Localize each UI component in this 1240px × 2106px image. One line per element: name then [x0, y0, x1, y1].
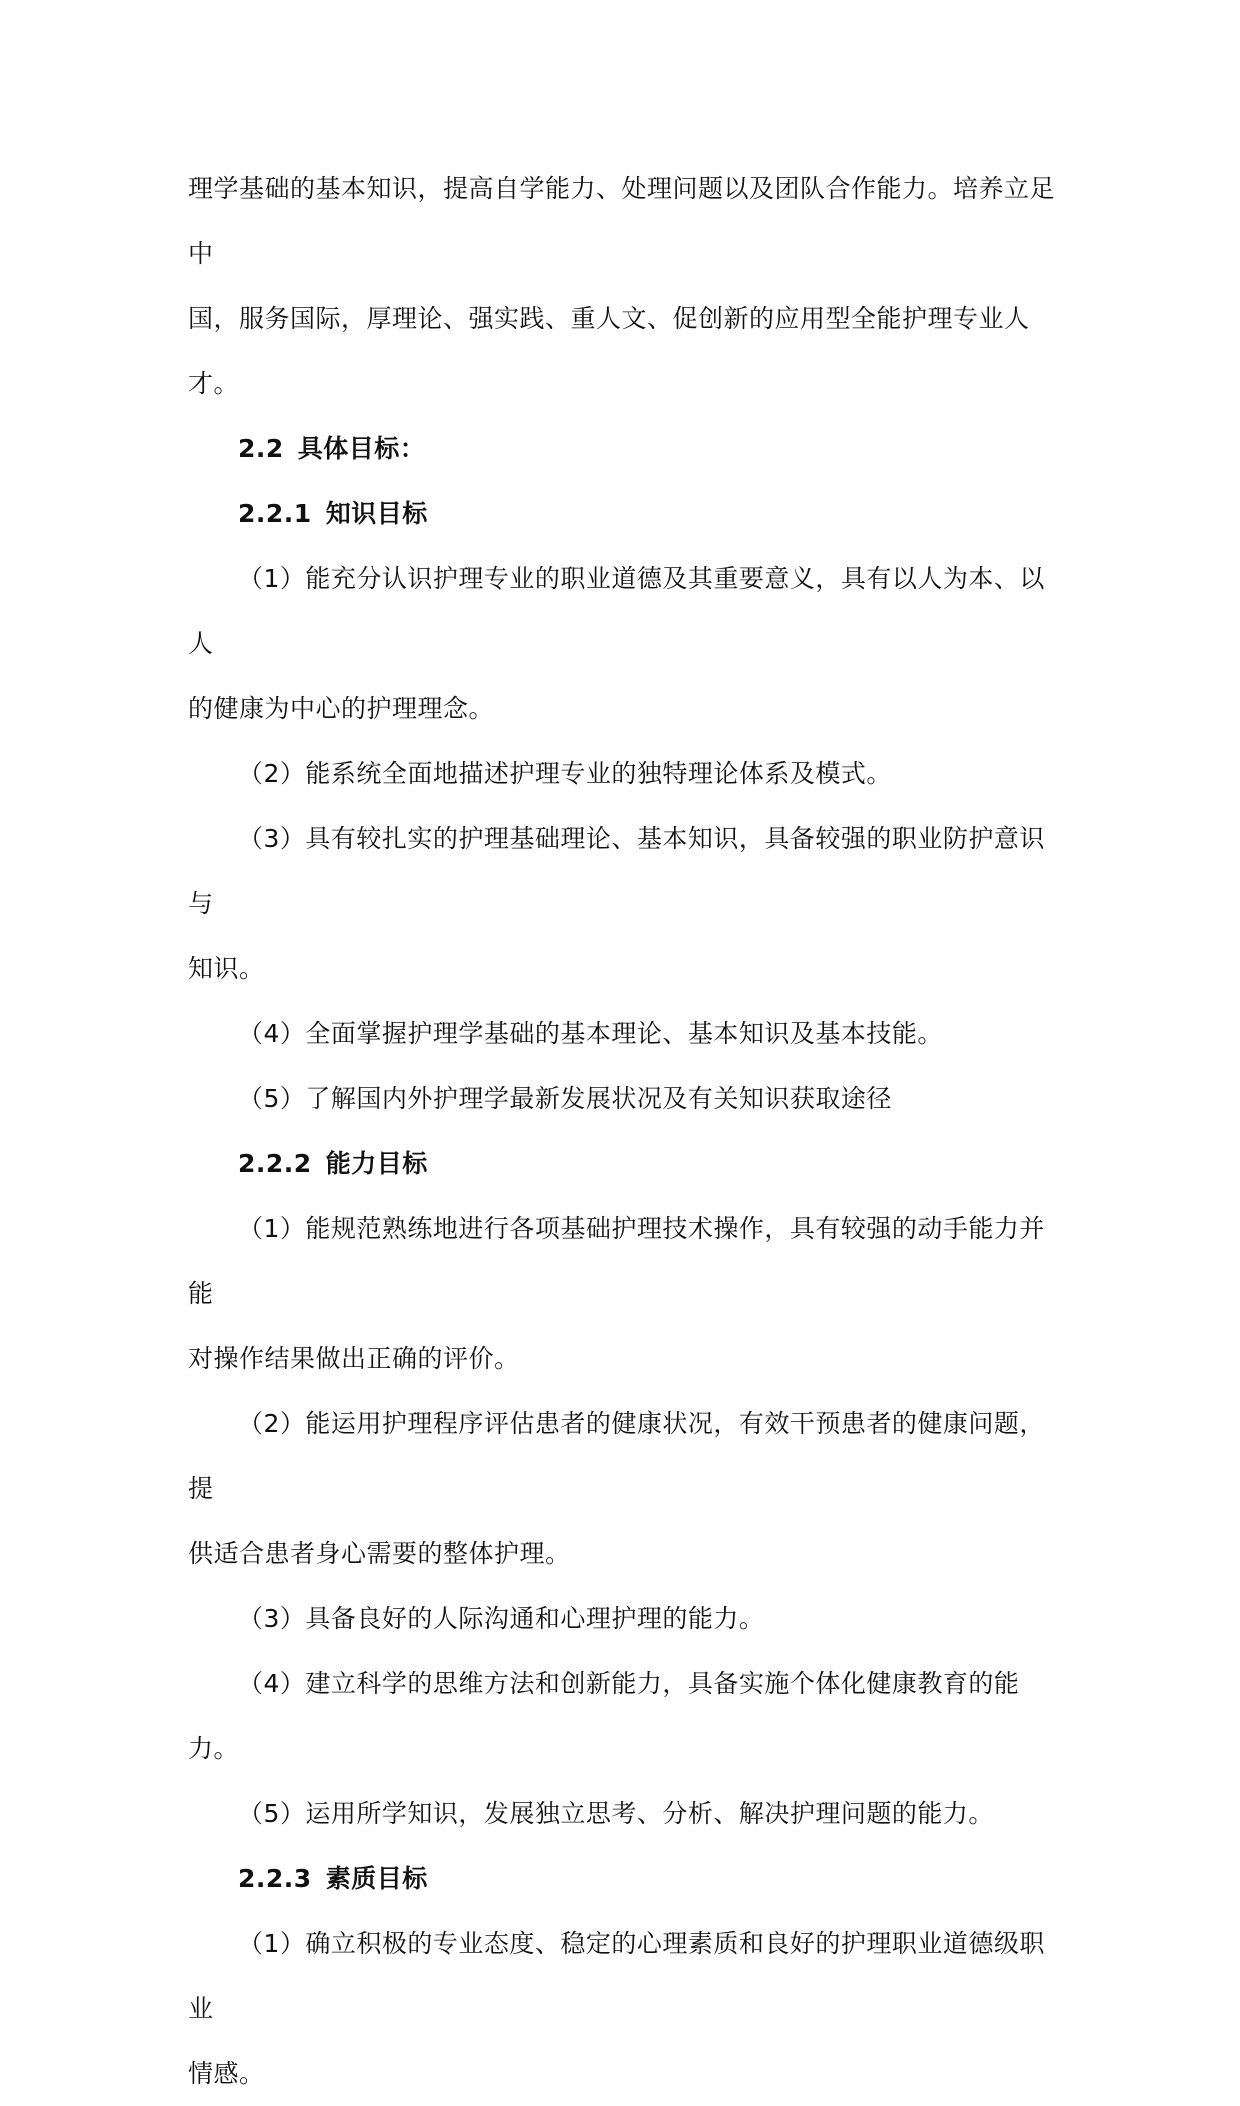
quality-item-1-line-1: （1）确立积极的专业态度、稳定的心理素质和良好的护理职业道德级职业: [188, 1929, 1045, 2023]
heading-title: 能力目标: [325, 1149, 428, 1178]
document-body: [188, 156, 1056, 2106]
heading-2-2-3: [188, 1846, 1056, 1911]
heading-title: 知识目标: [325, 499, 428, 528]
heading-title: 素质目标: [325, 1864, 428, 1893]
knowledge-item-2: （2）能系统全面地描述护理专业的独特理论体系及模式。: [238, 759, 892, 788]
knowledge-item-3-line-1: （3）具有较扎实的护理基础理论、基本知识，具备较强的职业防护意识与: [188, 824, 1045, 918]
knowledge-item-5: （5）了解国内外护理学最新发展状况及有关知识获取途径: [238, 1084, 892, 1113]
ability-item-4: （4）建立科学的思维方法和创新能力，具备实施个体化健康教育的能力。: [188, 1669, 1020, 1763]
continuation-line-2: 国，服务国际，厚理论、强实践、重人文、促创新的应用型全能护理专业人才。: [188, 304, 1030, 398]
knowledge-item-1-line-2: 的健康为中心的护理理念。: [188, 694, 495, 723]
quality-item-1-line-2: 情感。: [188, 2059, 265, 2088]
ability-item-1-line-2: 对操作结果做出正确的评价。: [188, 1344, 520, 1373]
heading-number: 2.2: [238, 434, 284, 463]
continuation-line-1: 理学基础的基本知识，提高自学能力、处理问题以及团队合作能力。培养立足中: [188, 174, 1056, 268]
ability-item-1-line-1: （1）能规范熟练地进行各项基础护理技术操作，具有较强的动手能力并能: [188, 1214, 1045, 1308]
heading-number: 2.2.1: [238, 499, 312, 528]
knowledge-item-1-line-1: （1）能充分认识护理专业的职业道德及其重要意义，具有以人为本、以人: [188, 564, 1045, 658]
knowledge-item-4: （4）全面掌握护理学基础的基本理论、基本知识及基本技能。: [238, 1019, 943, 1048]
heading-number: 2.2.3: [238, 1864, 312, 1893]
ability-item-2-line-2: 供适合患者身心需要的整体护理。: [188, 1539, 571, 1568]
ability-item-5: （5）运用所学知识，发展独立思考、分析、解决护理问题的能力。: [238, 1799, 994, 1828]
heading-2-2-1: [188, 481, 1056, 546]
heading-2-2: [188, 416, 1056, 481]
ability-item-2-line-1: （2）能运用护理程序评估患者的健康状况，有效干预患者的健康问题，提: [188, 1409, 1045, 1503]
ability-item-3: （3）具备良好的人际沟通和心理护理的能力。: [238, 1604, 765, 1633]
heading-2-2-2: [188, 1131, 1056, 1196]
heading-number: 2.2.2: [238, 1149, 312, 1178]
heading-title: 具体目标：: [297, 434, 426, 463]
knowledge-item-3-line-2: 知识。: [188, 954, 265, 983]
